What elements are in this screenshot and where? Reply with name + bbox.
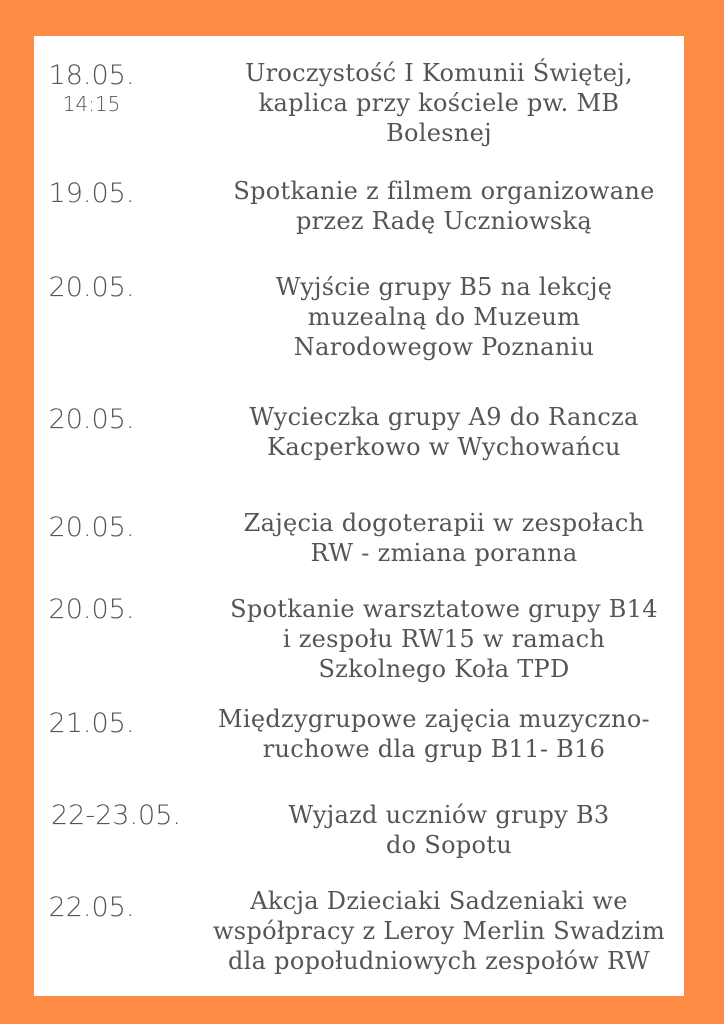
event-description bbox=[204, 176, 684, 236]
event-line: Akcja Dzieciaki Sadzeniaki we bbox=[250, 887, 628, 915]
event-description bbox=[264, 800, 634, 860]
event-description bbox=[219, 58, 659, 148]
event-description bbox=[194, 886, 684, 976]
event-description bbox=[224, 272, 664, 362]
event-line: Spotkanie z filmem organizowane bbox=[233, 177, 655, 205]
event-description bbox=[209, 594, 679, 684]
event-date: 18.05. bbox=[48, 60, 135, 91]
event-line: Kacperkowo w Wychowańcu bbox=[267, 433, 621, 461]
event-date: 22.05. bbox=[48, 892, 135, 923]
event-line: przez Radę Uczniowską bbox=[296, 207, 592, 235]
event-line: i zespołu RW15 w ramach bbox=[282, 625, 606, 653]
event-date: 20.05. bbox=[48, 594, 135, 625]
event-line: dla popołudniowych zespołów RW bbox=[227, 947, 650, 975]
event-time: 14:15 bbox=[62, 92, 121, 116]
event-date: 20.05. bbox=[48, 512, 135, 543]
schedule-sheet bbox=[34, 36, 684, 996]
event-line: kaplica przy kościele pw. MB bbox=[258, 89, 620, 117]
event-date: 21.05. bbox=[48, 708, 135, 739]
event-line: Spotkanie warsztatowe grupy B14 bbox=[230, 595, 658, 623]
event-line: Narodowegow Poznaniu bbox=[293, 333, 595, 361]
event-date: 20.05. bbox=[48, 404, 135, 435]
event-date: 19.05. bbox=[48, 178, 135, 209]
event-line: Bolesnej bbox=[386, 119, 492, 147]
event-line: Zajęcia dogoterapii w zespołach bbox=[243, 509, 645, 537]
event-line: RW - zmiana poranna bbox=[310, 539, 578, 567]
event-line: Uroczystość I Komunii Świętej, bbox=[245, 59, 633, 87]
event-date: 22-23.05. bbox=[51, 800, 181, 831]
event-line: muzealną do Muzeum bbox=[307, 303, 581, 331]
event-line: Międzygrupowe zajęcia muzyczno- bbox=[218, 705, 650, 733]
event-line: Wycieczka grupy A9 do Rancza bbox=[249, 403, 639, 431]
event-description bbox=[219, 508, 669, 568]
event-date: 20.05. bbox=[48, 272, 135, 303]
event-description bbox=[199, 704, 669, 764]
event-line: ruchowe dla grup B11- B16 bbox=[262, 735, 606, 763]
event-line: do Sopotu bbox=[386, 831, 512, 859]
event-line: Wyjście grupy B5 na lekcję bbox=[275, 273, 613, 301]
event-description bbox=[219, 402, 669, 462]
event-line: współpracy z Leroy Merlin Swadzim bbox=[212, 917, 666, 945]
event-line: Wyjazd uczniów grupy B3 bbox=[288, 801, 610, 829]
event-line: Szkolnego Koła TPD bbox=[318, 655, 570, 683]
